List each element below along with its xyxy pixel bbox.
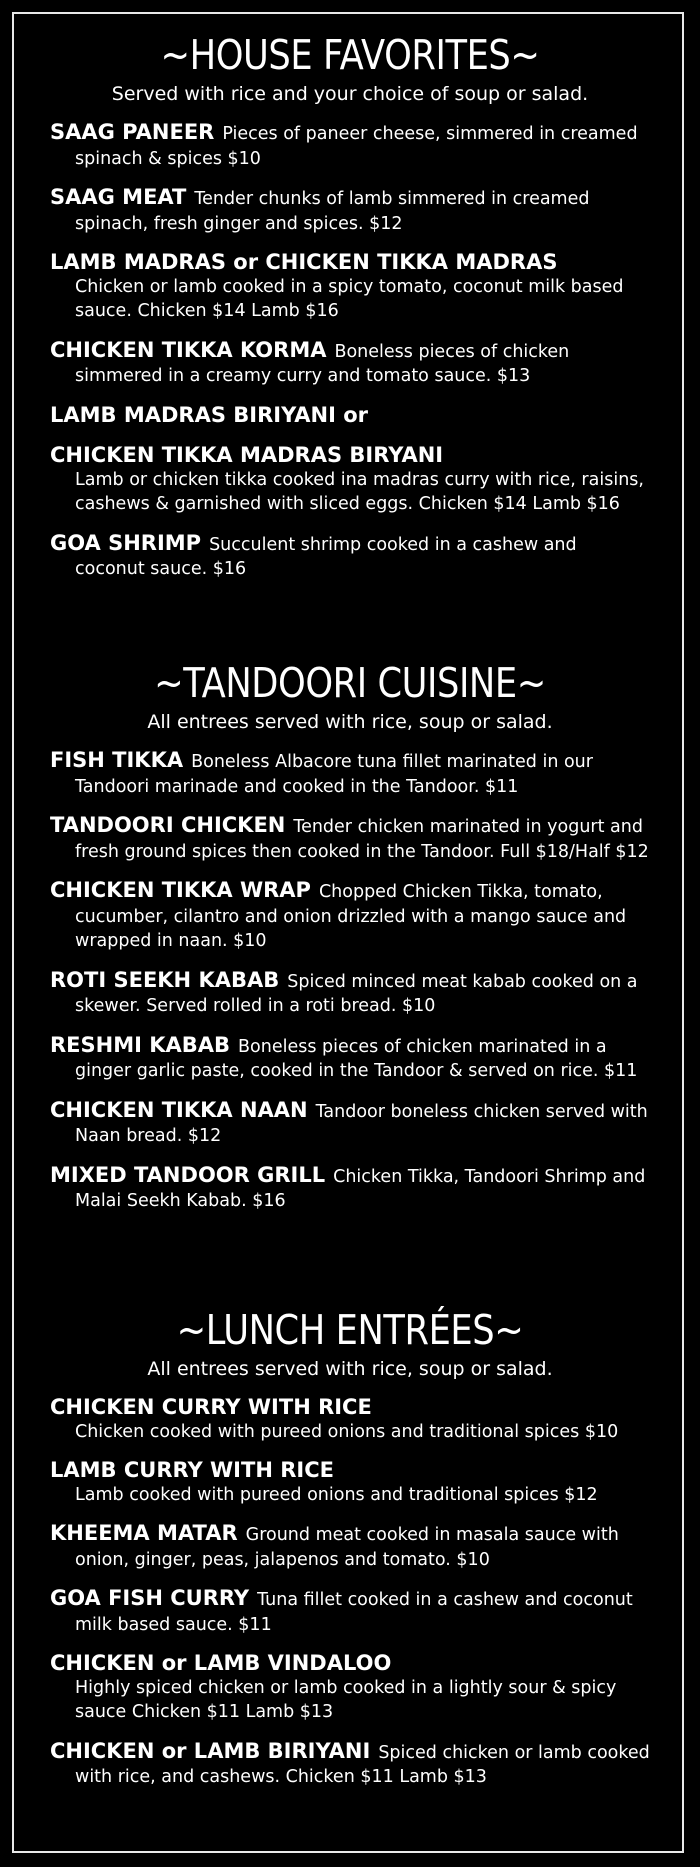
item-name: CHICKEN TIKKA WRAP (50, 878, 311, 902)
menu-item (50, 1395, 650, 1444)
menu-item (50, 250, 650, 324)
item-description: Spiced chicken or lamb cooked with rice, and cashews. Chicken $11 Lamb $13 (75, 1742, 650, 1787)
item-list (0, 1395, 700, 1790)
item-name: SAAG MEAT (50, 185, 187, 209)
item-name: LAMB MADRAS BIRIYANI or (50, 402, 369, 427)
item-description: Lamb cooked with pureed onions and traditional spices $12 (75, 1484, 598, 1505)
item-name: GOA SHRIMP (50, 530, 202, 555)
menu-item (50, 1098, 650, 1149)
item-description: Chicken cooked with pureed onions and traditional spices $10 (75, 1421, 619, 1442)
item-name: LAMB MADRAS or CHICKEN TIKKA MADRAS (50, 250, 558, 274)
item-description: Tuna fillet cooked in a cashew and coconut milk based sauce. $11 (75, 1590, 633, 1635)
menu-item (50, 1033, 650, 1084)
section-subtitle: Served with rice and your choice of soup or salad. (111, 83, 589, 105)
menu-item (50, 338, 650, 389)
item-name: LAMB CURRY WITH RICE (50, 1458, 334, 1482)
item-description: Pieces of paneer cheese, simmered in creamed spinach & spices $10 (75, 124, 638, 169)
section-lunch-entrees (0, 1305, 700, 1804)
menu-item (50, 443, 650, 517)
menu-item (50, 748, 650, 799)
item-description: Tender chunks of lamb simmered in creamed spinach, fresh ginger and spices. $12 (75, 189, 590, 234)
menu-item (50, 968, 650, 1019)
menu-item (50, 878, 650, 954)
item-list (0, 120, 700, 582)
section-subtitle: All entrees served with rice, soup or salad. (147, 711, 553, 733)
section-title: ~LUNCH ENTRÉES~ (176, 1306, 524, 1354)
item-description: Boneless pieces of chicken marinated in a ginger garlic paste, cooked in the Tandoor & served on rice. $11 (75, 1036, 638, 1081)
menu-item (50, 1458, 650, 1507)
menu-item (50, 1739, 650, 1790)
item-name: CHICKEN TIKKA MADRAS BIRYANI (50, 443, 444, 467)
item-name: FISH TIKKA (50, 748, 184, 772)
section-tandoori-cuisine (0, 658, 700, 1228)
item-description: Lamb or chicken tikka cooked ina madras curry with rice, raisins, cashews & garnished with sliced eggs. Chicken $14 Lamb $16 (75, 469, 644, 514)
item-name: CHICKEN or LAMB VINDALOO (50, 1651, 392, 1675)
item-description: Highly spiced chicken or lamb cooked in a lightly sour & spicy sauce Chicken $11 Lamb $13 (75, 1677, 617, 1722)
section-title: ~TANDOORI CUISINE~ (154, 659, 546, 707)
item-description: Boneless pieces of chicken simmered in a creamy curry and tomato sauce. $13 (75, 341, 570, 386)
menu-item (50, 120, 650, 171)
item-description: Chicken Tikka, Tandoori Shrimp and Malai Seekh Kabab. $16 (75, 1166, 646, 1211)
item-description: Chicken or lamb cooked in a spicy tomato, coconut milk based sauce. Chicken $14 Lamb $16 (75, 276, 624, 321)
section-house-favorites (0, 30, 700, 596)
item-description: Chopped Chicken Tikka, tomato, cucumber, cilantro and onion drizzled with a mango sauce and wrapped in naan. $10 (75, 882, 627, 951)
section-title: ~HOUSE FAVORITES~ (160, 31, 540, 79)
item-name: ROTI SEEKH KABAB (50, 967, 280, 992)
item-description: Tandoor boneless chicken served with Naan bread. $12 (75, 1101, 648, 1146)
item-name: GOA FISH CURRY (50, 1586, 250, 1610)
item-description: Succulent shrimp cooked in a cashew and coconut sauce. $16 (75, 534, 577, 579)
item-name: MIXED TANDOOR GRILL (50, 1162, 326, 1187)
section-subtitle: All entrees served with rice, soup or salad. (147, 1358, 553, 1380)
menu-item (50, 185, 650, 236)
menu-item (50, 1651, 650, 1725)
item-name: SAAG PANEER (50, 120, 215, 144)
menu-item (50, 813, 650, 864)
item-description: Boneless Albacore tuna fillet marinated in our Tandoori marinade and cooked in the Tandoor. $11 (75, 752, 593, 797)
menu-item (50, 1163, 650, 1214)
item-name: KHEEMA MATAR (50, 1521, 238, 1545)
menu-item (50, 403, 650, 430)
item-name: RESHMI KABAB (50, 1032, 231, 1057)
menu-item (50, 531, 650, 582)
item-name: CHICKEN TIKKA KORMA (50, 337, 327, 362)
item-name: CHICKEN TIKKA NAAN (50, 1097, 308, 1122)
item-name: TANDOORI CHICKEN (50, 813, 286, 837)
item-description: Tender chicken marinated in yogurt and fresh ground spices then cooked in the Tandoor. Full $18/Half $12 (75, 817, 649, 862)
menu-item (50, 1521, 650, 1572)
item-name: CHICKEN or LAMB BIRIYANI (50, 1738, 371, 1763)
menu-item (50, 1586, 650, 1637)
item-description: Ground meat cooked in masala sauce with onion, ginger, peas, jalapenos and tomato. $10 (75, 1525, 619, 1570)
item-list (0, 748, 700, 1214)
item-description: Spiced minced meat kabab cooked on a skewer. Served rolled in a roti bread. $10 (75, 971, 638, 1016)
item-name: CHICKEN CURRY WITH RICE (50, 1395, 372, 1419)
